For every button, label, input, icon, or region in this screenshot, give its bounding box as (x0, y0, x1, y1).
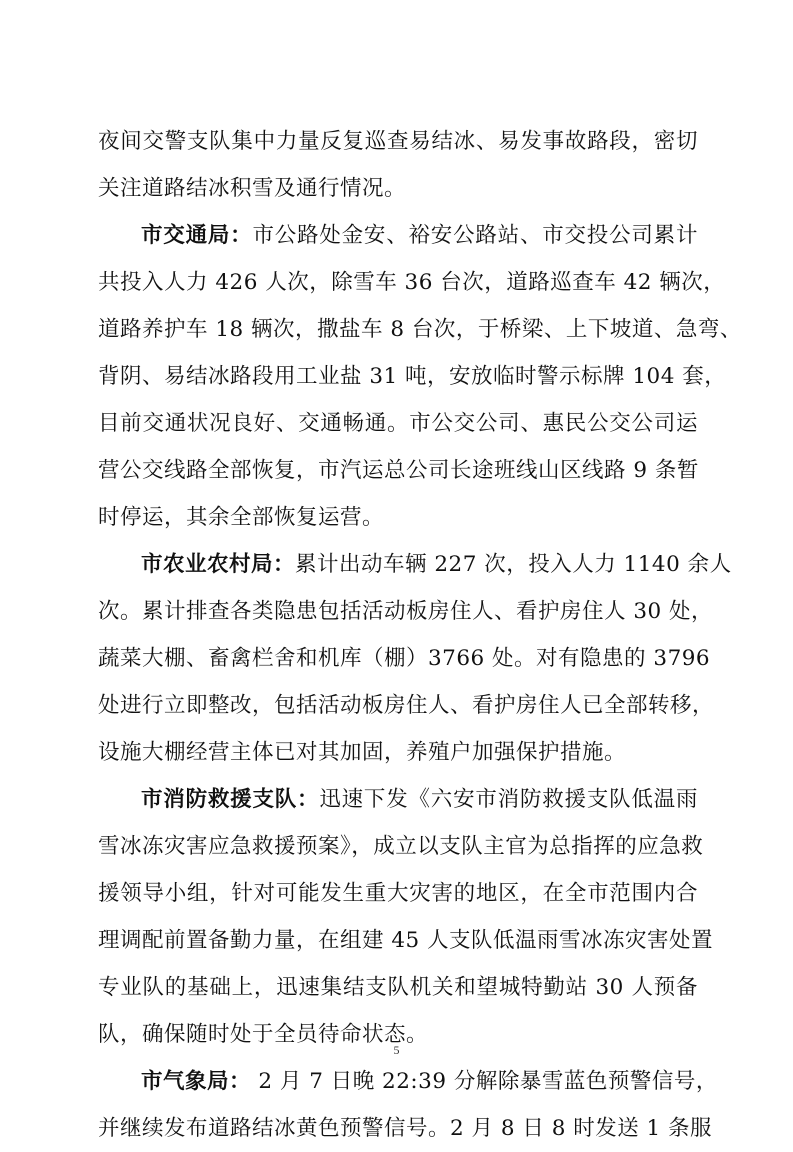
page-number: 5 (393, 1043, 400, 1057)
text-line: 援领导小组，针对可能发生重大灾害的地区，在全市范围内合 (98, 881, 698, 906)
text-line: 处进行立即整改，包括活动板房住人、看护房住人已全部转移， (98, 693, 715, 718)
text-line: 并继续发布道路结冰黄色预警信号。2 月 8 日 8 时发送 1 条服 (98, 1116, 713, 1141)
text-line: 夜间交警支队集中力量反复巡查易结冰、易发事故路段，密切 (98, 129, 698, 154)
paragraph-first-line (98, 212, 698, 259)
text-line: 关注道路结冰积雪及通行情况。 (98, 176, 407, 201)
section-heading-agriculture: 市农业农村局： (141, 552, 296, 577)
paragraph-first-line (98, 541, 732, 588)
text-line: 雪冰冻灾害应急救援预案》，成立以支队主官为总指挥的应急救 (98, 834, 704, 859)
section-heading-transport: 市交通局： (141, 223, 253, 248)
section-heading-fire-rescue: 市消防救援支队： (141, 787, 320, 812)
section-heading-meteorology: 市气象局： (141, 1069, 252, 1094)
text-line: 队，确保随时处于全员待命状态。 (98, 1022, 429, 1047)
text-line: 专业队的基础上，迅速集结支队机关和望城特勤站 30 人预备 (98, 975, 698, 1000)
paragraph-first-line (98, 776, 698, 823)
text-segment: 迅速下发《六安市消防救援支队低温雨 (319, 787, 698, 812)
text-line: 营公交线路全部恢复，市汽运总公司长途班线山区线路 9 条暂 (98, 458, 699, 483)
text-line: 共投入人力 426 人次，除雪车 36 台次，道路巡查车 42 辆次， (98, 270, 726, 295)
text-segment: 市公路处金安、裕安公路站、市交投公司累计 (252, 223, 698, 248)
text-line: 背阴、易结冰路段用工业盐 31 吨，安放临时警示标牌 104 套， (98, 364, 727, 389)
text-line: 理调配前置备勤力量，在组建 45 人支队低温雨雪冰冻灾害处置 (98, 928, 714, 953)
document-body (98, 118, 742, 1152)
text-line: 次。累计排查各类隐患包括活动板房住人、看护房住人 30 处， (98, 599, 714, 624)
text-line: 目前交通状况良好、交通畅通。市公交公司、惠民公交公司运 (98, 411, 698, 436)
text-segment: 2 月 7 日晚 22:39 分解除暴雪蓝色预警信号， (251, 1069, 718, 1094)
paragraph-first-line (98, 1058, 718, 1105)
text-segment: 累计出动车辆 227 次，投入人力 1140 余人 (295, 552, 732, 577)
text-line: 道路养护车 18 辆次，撒盐车 8 台次，于桥梁、上下坡道、急弯、 (98, 317, 742, 342)
text-line: 时停运，其余全部恢复运营。 (98, 505, 385, 530)
text-line: 蔬菜大棚、畜禽栏舍和机库（棚）3766 处。对有隐患的 3796 (98, 646, 711, 671)
text-line: 设施大棚经营主体已对其加固，养殖户加强保护措施。 (98, 740, 627, 765)
